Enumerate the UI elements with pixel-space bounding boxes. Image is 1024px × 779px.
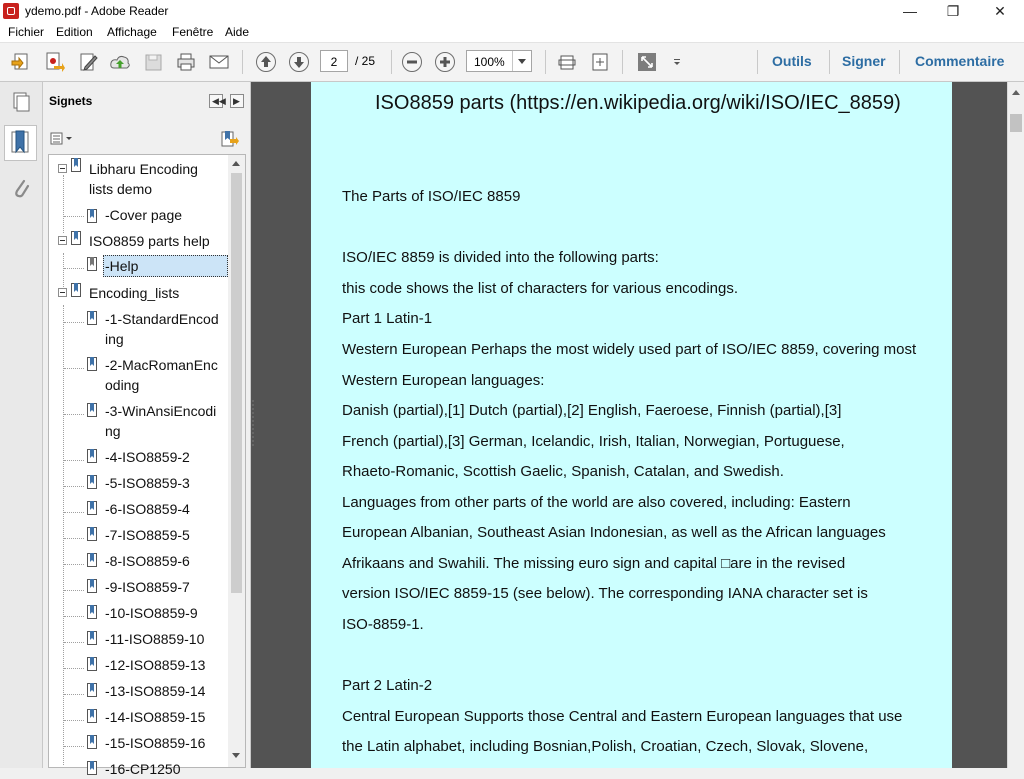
bookmark-icon	[87, 553, 97, 567]
panel-toolbar	[43, 126, 250, 152]
menu-bar	[0, 22, 1024, 43]
print-icon[interactable]	[174, 51, 198, 73]
commentaire-button[interactable]: Commentaire	[915, 53, 1005, 69]
signer-button[interactable]: Signer	[842, 53, 886, 69]
fullscreen-icon[interactable]	[635, 51, 659, 73]
bookmark-2-line1[interactable]: -2-MacRomanEnc	[105, 357, 218, 373]
find-bookmark-icon[interactable]	[220, 130, 240, 151]
bookmark-icon	[87, 735, 97, 749]
fit-width-icon[interactable]	[588, 51, 612, 73]
chevron-down-icon[interactable]	[512, 51, 531, 71]
bookmark-9[interactable]: -9-ISO8859-7	[105, 579, 190, 595]
scroll-down-icon[interactable]	[232, 753, 240, 758]
adobe-reader-icon	[3, 3, 19, 19]
zoom-value: 100%	[474, 55, 505, 69]
doc-line: ISO-8859-1.	[342, 616, 424, 633]
bookmark-cover-page[interactable]: -Cover page	[105, 207, 183, 223]
doc-line: Afrikaans and Swahili. The missing euro sign and capital □are in the revised	[342, 555, 846, 572]
doc-line: Part 1 Latin-1	[342, 310, 433, 327]
double-chevron-left-icon: ◀◀	[212, 96, 226, 106]
bookmark-12[interactable]: -12-ISO8859-13	[105, 657, 206, 673]
bookmark-14[interactable]: -14-ISO8859-15	[105, 709, 206, 725]
panel-arrow-button[interactable]	[230, 94, 244, 108]
bookmark-icon	[87, 605, 97, 619]
bookmark-icon	[87, 257, 97, 271]
bookmark-15[interactable]: -15-ISO8859-16	[105, 735, 206, 751]
title-bar	[0, 0, 1024, 22]
bookmark-libharu-line2[interactable]: lists demo	[89, 181, 153, 197]
bookmark-3-line1[interactable]: -3-WinAnsiEncodi	[105, 403, 217, 419]
bookmark-icon	[71, 158, 81, 172]
bookmark-libharu-line1[interactable]: Libharu Encoding	[89, 161, 198, 177]
scroll-thumb[interactable]	[231, 173, 242, 593]
doc-line: The Parts of ISO/IEC 8859	[342, 188, 521, 205]
bookmark-2-line2[interactable]: oding	[105, 377, 140, 393]
menu-affichage[interactable]: Affichage	[107, 25, 157, 39]
doc-line: ISO/IEC 8859 is divided into the following parts:	[342, 249, 659, 266]
bookmark-16[interactable]: -16-CP1250	[105, 761, 181, 777]
outils-button[interactable]: Outils	[772, 53, 812, 69]
doc-line: the Latin alphabet, including Bosnian,Polish, Croatian, Czech, Slovak, Slovene,	[342, 738, 869, 755]
doc-line: Rhaeto-Romanic, Scottish Gaelic, Spanish, Catalan, and Swedish.	[342, 463, 784, 480]
chevron-right-icon: ▶	[233, 96, 240, 106]
scroll-up-icon[interactable]	[232, 161, 240, 166]
export-pdf-icon[interactable]	[42, 51, 66, 73]
edit-pdf-icon[interactable]	[76, 51, 100, 73]
doc-line: Western European Perhaps the most widely used part of ISO/IEC 8859, covering most	[342, 341, 917, 358]
bookmark-1-line2[interactable]: ing	[105, 331, 124, 347]
bookmark-icon	[87, 357, 97, 371]
bookmark-icon	[87, 449, 97, 463]
options-menu-icon[interactable]	[51, 132, 75, 149]
zoom-select[interactable]	[466, 50, 532, 72]
page-number-input[interactable]: 2	[320, 50, 348, 72]
bookmark-icon	[87, 631, 97, 645]
bookmark-icon	[87, 209, 97, 223]
prev-page-icon[interactable]	[254, 51, 278, 73]
scroll-up-icon[interactable]	[1012, 90, 1020, 95]
menu-edition[interactable]: Edition	[56, 25, 93, 39]
menu-fenetre[interactable]: Fenêtre	[172, 25, 214, 39]
fit-page-icon[interactable]	[555, 51, 579, 73]
upload-cloud-icon[interactable]	[108, 51, 132, 73]
bookmark-6[interactable]: -6-ISO8859-4	[105, 501, 190, 517]
doc-line: French (partial),[3] German, Icelandic, Irish, Italian, Norwegian, Portuguese,	[342, 433, 845, 450]
bookmark-icon	[87, 683, 97, 697]
bookmark-icon	[87, 501, 97, 515]
pdf-page	[311, 82, 952, 768]
save-icon[interactable]	[141, 51, 165, 73]
panel-title: Signets	[49, 94, 93, 108]
collapse-toggle[interactable]	[58, 236, 67, 245]
page-heading: ISO8859 parts (https://en.wikipedia.org/wiki/ISO/IEC_8859)	[375, 92, 901, 114]
doc-line: Western European languages:	[342, 372, 545, 389]
page-total: / 25	[355, 54, 376, 68]
zoom-in-icon[interactable]	[433, 51, 457, 73]
bookmark-11[interactable]: -11-ISO8859-10	[105, 631, 205, 647]
bookmark-5[interactable]: -5-ISO8859-3	[105, 475, 190, 491]
bookmark-icon	[71, 283, 81, 297]
maximize-button[interactable]: ❐	[946, 3, 960, 19]
bookmark-7[interactable]: -7-ISO8859-5	[105, 527, 190, 543]
next-page-icon[interactable]	[287, 51, 311, 73]
attachments-icon[interactable]	[4, 170, 37, 206]
close-button[interactable]: ✕	[994, 3, 1006, 19]
doc-line: Central European Supports those Central and Eastern European languages that use	[342, 708, 903, 725]
doc-line: European Albanian, Southeast Asian Indonesian, as well as the African languages	[342, 524, 886, 541]
bookmark-icon	[87, 527, 97, 541]
email-icon[interactable]	[207, 51, 231, 73]
menu-aide[interactable]: Aide	[225, 25, 250, 39]
bookmarks-tree	[48, 154, 246, 777]
bookmarks-icon[interactable]	[4, 125, 37, 161]
minimize-button[interactable]: —	[903, 3, 917, 19]
doc-line: version ISO/IEC 8859-15 (see below). The corresponding IANA character set is	[342, 585, 868, 602]
bookmarks-scrollbar[interactable]	[228, 155, 245, 767]
bookmark-icon	[87, 657, 97, 671]
navigation-rail	[0, 82, 43, 768]
page-thumbnails-icon[interactable]	[4, 84, 37, 120]
collapse-toggle[interactable]	[58, 288, 67, 297]
customize-toolbar-icon[interactable]	[665, 51, 689, 73]
bookmark-4[interactable]: -4-ISO8859-2	[105, 449, 190, 465]
window-title: ydemo.pdf - Adobe Reader	[25, 4, 169, 18]
collapse-panel-button[interactable]	[209, 94, 226, 108]
create-pdf-icon[interactable]	[9, 51, 33, 73]
bookmark-icon	[71, 231, 81, 245]
menu-fichier[interactable]: Fichier	[8, 25, 45, 39]
bookmark-icon	[87, 579, 97, 593]
bookmark-3-line2[interactable]: ng	[105, 423, 121, 439]
bookmark-icon	[87, 475, 97, 489]
zoom-out-icon[interactable]	[400, 51, 424, 73]
doc-line: Danish (partial),[1] Dutch (partial),[2] English, Faeroese, Finnish (partial),[3]	[342, 402, 842, 419]
doc-line: Part 2 Latin-2	[342, 677, 433, 694]
bookmark-iso8859-parts-help[interactable]: ISO8859 parts help	[89, 233, 210, 249]
bookmark-encoding-lists[interactable]: Encoding_lists	[89, 285, 180, 301]
bookmark-icon	[87, 709, 97, 723]
document-scrollbar[interactable]	[1007, 82, 1024, 768]
doc-line: this code shows the list of characters for various encodings.	[342, 280, 739, 297]
panel-splitter[interactable]	[251, 400, 255, 448]
collapse-toggle[interactable]	[58, 164, 67, 173]
bookmark-10[interactable]: -10-ISO8859-9	[105, 605, 198, 621]
doc-line: Languages from other parts of the world are also covered, including: Eastern	[342, 494, 851, 511]
bookmarks-panel	[43, 82, 251, 777]
scroll-thumb[interactable]	[1010, 114, 1022, 132]
bookmark-help-selected[interactable]: -Help	[103, 255, 228, 277]
bookmark-13[interactable]: -13-ISO8859-14	[105, 683, 206, 699]
bookmark-icon	[87, 761, 97, 775]
bookmark-1-line1[interactable]: -1-StandardEncod	[105, 311, 219, 327]
bookmark-icon	[87, 403, 97, 417]
bookmark-icon	[87, 311, 97, 325]
bookmark-8[interactable]: -8-ISO8859-6	[105, 553, 190, 569]
